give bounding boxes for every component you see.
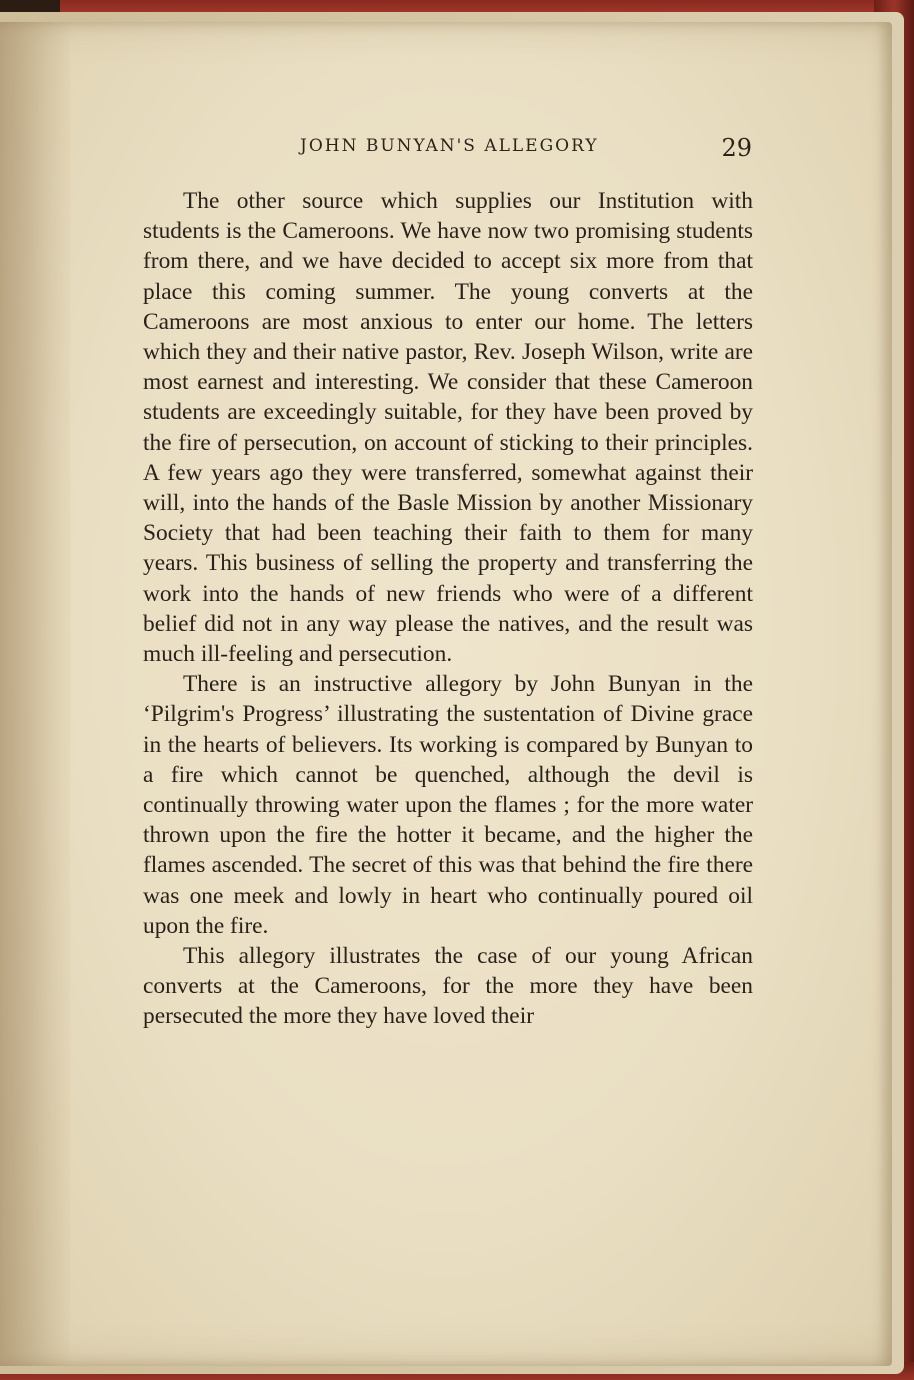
body-text — [143, 186, 753, 1032]
running-head: JOHN BUNYAN'S ALLEGORY — [300, 136, 599, 156]
page-number: 29 — [721, 134, 752, 162]
page-gutter — [0, 22, 70, 1366]
paragraph: The other source which supplies our Institution with students is the Cameroons. We have now two promising students from there, and we have decided to accept six more from that place this coming summer. The young converts at the Cameroons are most anxious to enter our home. The letters which they and their native pastor, Rev. Joseph Wilson, write are most earnest and interesting. We consider that these Cameroon students are exceedingly suitable, for they have been proved by the fire of persecution, on account of sticking to their principles. A few years ago they were transferred, somewhat against their will, into the hands of the Basle Mission by another Missionary Society that had been teaching their faith to them for many years. This business of selling the property and transferring the work into the hands of new friends who were of a different belief did not in any way please the natives, and the result was much ill-feeling and persecution. — [143, 188, 753, 668]
page-header — [140, 134, 752, 174]
paragraph: This allegory illustrates the case of our young African converts at the Cameroons, for the more they have been persecuted the more they have loved their — [143, 943, 753, 1030]
paragraph: There is an instructive allegory by John Bunyan in the ‘Pilgrim's Progress’ illustrating the sustentation of Divine grace in the hearts of believers. Its working is compared by Bunyan to a fire which cannot be quenched, although the devil is continually throwing water upon the flames ; for the more water thrown upon the fire the hotter it became, and the higher the flames ascended. The secret of this was that behind the fire there was one meek and lowly in heart who continually poured oil upon the fire. — [143, 671, 753, 939]
